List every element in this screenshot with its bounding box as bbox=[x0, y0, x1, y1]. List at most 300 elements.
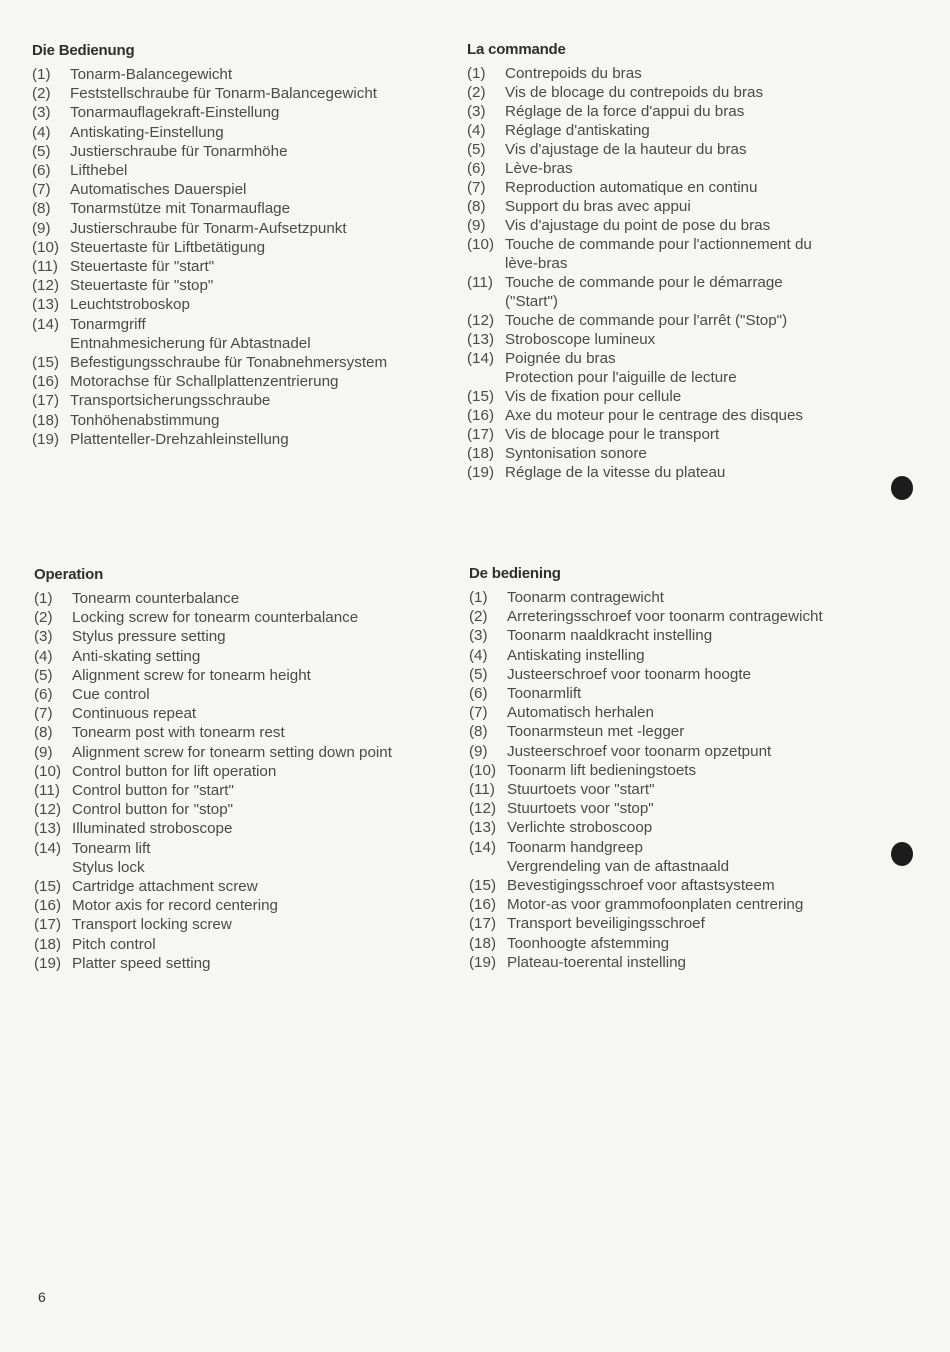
item-text bbox=[505, 273, 783, 311]
list-item bbox=[469, 722, 909, 741]
item-text bbox=[70, 430, 289, 449]
item-number: (3) bbox=[32, 104, 51, 122]
item-label: Justeerschroef voor toonarm hoogte bbox=[507, 665, 751, 683]
item-text bbox=[505, 197, 691, 216]
item-text bbox=[70, 315, 311, 353]
list-item bbox=[469, 780, 909, 799]
item-text bbox=[70, 103, 279, 122]
list-item bbox=[34, 608, 474, 627]
list-item bbox=[34, 915, 474, 934]
list-item bbox=[467, 197, 907, 216]
list-item bbox=[469, 953, 909, 972]
list-item bbox=[32, 219, 472, 238]
item-label: Support du bras avec appui bbox=[505, 198, 691, 215]
item-label: Vis de fixation pour cellule bbox=[505, 388, 682, 405]
binder-hole-decoration bbox=[891, 842, 913, 866]
item-text bbox=[507, 914, 705, 933]
list-item bbox=[467, 311, 907, 330]
list-item bbox=[32, 180, 472, 199]
list-item bbox=[32, 276, 472, 295]
section-heading: La commande bbox=[467, 41, 566, 58]
list-item bbox=[32, 161, 472, 180]
item-text bbox=[507, 780, 655, 799]
item-text bbox=[505, 387, 681, 406]
list-item bbox=[32, 315, 472, 353]
list-item bbox=[32, 238, 472, 257]
item-number: (15) bbox=[34, 878, 62, 896]
item-label-continued: Vergrendeling van de aftastnaald bbox=[507, 857, 730, 875]
item-label: Illuminated stroboscope bbox=[72, 820, 233, 838]
list-item bbox=[32, 142, 472, 161]
parts-list bbox=[467, 64, 907, 482]
item-number: (7) bbox=[469, 704, 488, 722]
item-number: (17) bbox=[34, 916, 62, 934]
item-label: Tonearm lift bbox=[72, 839, 151, 857]
item-text bbox=[72, 647, 200, 666]
list-item bbox=[34, 877, 474, 896]
list-item bbox=[469, 607, 909, 626]
item-label: Tonearm counterbalance bbox=[72, 590, 240, 607]
item-number: (19) bbox=[34, 954, 62, 972]
item-label: Touche de commande pour l'arrêt ("Stop") bbox=[505, 312, 788, 329]
item-label: Motorachse für Schallplattenzentrierung bbox=[70, 373, 339, 391]
item-label: Toonarm lift bedieningstoets bbox=[507, 761, 697, 779]
item-number: (8) bbox=[467, 198, 486, 215]
item-label: Alignment screw for tonearm height bbox=[72, 666, 311, 684]
item-text bbox=[507, 588, 664, 607]
page-number: 6 bbox=[38, 1289, 46, 1305]
item-label: Syntonisation sonore bbox=[505, 445, 647, 462]
list-item bbox=[467, 463, 907, 482]
item-label: Touche de commande pour le démarrage bbox=[505, 274, 783, 291]
item-number: (11) bbox=[34, 782, 60, 800]
list-item bbox=[34, 781, 474, 800]
list-item bbox=[34, 743, 474, 762]
item-label: Stuurtoets voor "stop" bbox=[507, 800, 654, 818]
list-item bbox=[32, 123, 472, 142]
item-number: (12) bbox=[32, 277, 60, 295]
item-number: (16) bbox=[34, 897, 62, 915]
item-text bbox=[70, 238, 265, 257]
item-label-continued: Entnahmesicherung für Abtastnadel bbox=[70, 334, 311, 352]
item-text bbox=[507, 684, 581, 703]
item-number: (13) bbox=[34, 820, 62, 838]
item-number: (4) bbox=[469, 646, 488, 664]
item-label: Control button for "start" bbox=[72, 782, 234, 800]
list-item bbox=[467, 273, 907, 311]
list-item bbox=[34, 839, 474, 877]
item-label: Transport beveiligingsschroef bbox=[507, 915, 705, 933]
item-label: Leuchtstroboskop bbox=[70, 296, 190, 314]
list-item bbox=[469, 684, 909, 703]
item-number: (4) bbox=[32, 123, 51, 141]
item-number: (14) bbox=[32, 315, 60, 333]
item-label: Plattenteller-Drehzahleinstellung bbox=[70, 430, 289, 448]
item-number: (1) bbox=[32, 66, 51, 83]
item-label: Toonarmsteun met -legger bbox=[507, 723, 685, 741]
item-text bbox=[72, 954, 210, 973]
list-item bbox=[32, 84, 472, 103]
item-label: Vis de blocage pour le transport bbox=[505, 426, 720, 443]
item-number: (11) bbox=[467, 274, 493, 291]
item-number: (5) bbox=[34, 666, 53, 684]
item-text bbox=[70, 411, 219, 430]
list-item bbox=[34, 800, 474, 819]
item-number: (14) bbox=[467, 350, 495, 367]
item-text bbox=[72, 800, 233, 819]
list-item bbox=[34, 666, 474, 685]
item-label: Tonarmgriff bbox=[70, 315, 146, 333]
item-number: (19) bbox=[32, 430, 60, 448]
item-text bbox=[72, 627, 226, 646]
item-number: (8) bbox=[32, 200, 51, 218]
item-label: Vis d'ajustage de la hauteur du bras bbox=[505, 141, 747, 158]
item-number: (17) bbox=[32, 392, 60, 410]
item-label: Alignment screw for tonearm setting down point bbox=[72, 743, 392, 761]
binder-hole-decoration bbox=[891, 476, 913, 500]
item-number: (9) bbox=[469, 742, 488, 760]
item-label: Tonearm post with tonearm rest bbox=[72, 724, 285, 742]
item-text bbox=[70, 180, 246, 199]
item-label: Tonhöhenabstimmung bbox=[70, 411, 220, 429]
item-number: (1) bbox=[469, 589, 488, 606]
item-text bbox=[70, 161, 127, 180]
item-number: (9) bbox=[467, 217, 486, 234]
list-item bbox=[469, 665, 909, 684]
item-number: (17) bbox=[467, 426, 495, 443]
item-text bbox=[505, 140, 747, 159]
list-item bbox=[467, 159, 907, 178]
item-number: (10) bbox=[32, 238, 60, 256]
item-text bbox=[70, 276, 213, 295]
item-text bbox=[72, 781, 234, 800]
list-item bbox=[32, 65, 472, 84]
item-label: Vis d'ajustage du point de pose du bras bbox=[505, 217, 771, 234]
item-label: Control button for lift operation bbox=[72, 762, 277, 780]
list-item bbox=[469, 799, 909, 818]
item-text bbox=[70, 372, 338, 391]
item-label: Platter speed setting bbox=[72, 954, 211, 972]
item-text bbox=[505, 159, 573, 178]
item-number: (8) bbox=[34, 724, 53, 742]
list-item bbox=[32, 103, 472, 122]
item-number: (18) bbox=[467, 445, 495, 462]
item-text bbox=[505, 102, 744, 121]
item-number: (15) bbox=[467, 388, 495, 405]
item-text bbox=[70, 142, 288, 161]
item-number: (12) bbox=[467, 312, 495, 329]
item-label: Réglage d'antiskating bbox=[505, 122, 650, 139]
item-label: Axe du moteur pour le centrage des disques bbox=[505, 407, 804, 424]
item-number: (11) bbox=[32, 258, 58, 276]
parts-list bbox=[34, 589, 474, 973]
item-text bbox=[72, 896, 278, 915]
item-number: (11) bbox=[469, 781, 495, 799]
item-text bbox=[505, 444, 647, 463]
item-label: Motor axis for record centering bbox=[72, 897, 278, 915]
item-number: (5) bbox=[32, 142, 51, 160]
item-text bbox=[505, 178, 757, 197]
item-text bbox=[72, 839, 151, 877]
item-label: Antiskating instelling bbox=[507, 646, 645, 664]
item-number: (16) bbox=[32, 373, 60, 391]
section-heading: Operation bbox=[34, 566, 104, 583]
list-item bbox=[34, 704, 474, 723]
item-text bbox=[72, 704, 196, 723]
list-item bbox=[467, 330, 907, 349]
section-german bbox=[32, 42, 472, 449]
item-label: Pitch control bbox=[72, 935, 156, 953]
item-text bbox=[70, 65, 232, 84]
item-text bbox=[70, 199, 290, 218]
item-label: Cartridge attachment screw bbox=[72, 878, 258, 896]
list-item bbox=[34, 819, 474, 838]
item-text bbox=[507, 895, 803, 914]
list-item bbox=[467, 64, 907, 83]
item-label: Steuertaste für Liftbetätigung bbox=[70, 238, 266, 256]
list-item bbox=[469, 588, 909, 607]
item-number: (10) bbox=[467, 236, 495, 253]
section-french bbox=[467, 41, 907, 482]
list-item bbox=[34, 723, 474, 742]
item-label: Justeerschroef voor toonarm opzetpunt bbox=[507, 742, 772, 760]
list-item bbox=[469, 876, 909, 895]
list-item bbox=[467, 121, 907, 140]
item-text bbox=[507, 722, 684, 741]
item-label: Lifthebel bbox=[70, 162, 128, 180]
list-item bbox=[34, 647, 474, 666]
item-label: Reproduction automatique en continu bbox=[505, 179, 758, 196]
list-item bbox=[467, 140, 907, 159]
item-label: Toonarm naaldkracht instelling bbox=[507, 627, 713, 645]
item-number: (7) bbox=[32, 181, 51, 199]
item-number: (3) bbox=[34, 628, 53, 646]
item-number: (18) bbox=[469, 934, 497, 952]
list-item bbox=[34, 935, 474, 954]
item-label: Befestigungsschraube für Tonabnehmersystem bbox=[70, 354, 388, 372]
list-item bbox=[32, 257, 472, 276]
item-label: Steuertaste für "start" bbox=[70, 258, 215, 276]
item-text bbox=[507, 761, 696, 780]
list-item bbox=[32, 391, 472, 410]
item-number: (14) bbox=[469, 838, 497, 856]
item-label: Poignée du bras bbox=[505, 350, 616, 367]
item-label: Toonarm handgreep bbox=[507, 838, 643, 856]
list-item bbox=[467, 102, 907, 121]
item-label: Touche de commande pour l'actionnement du bbox=[505, 236, 812, 253]
item-label: Tonarmstütze mit Tonarmauflage bbox=[70, 200, 291, 218]
item-number: (9) bbox=[34, 743, 53, 761]
item-label: Transportsicherungsschraube bbox=[70, 392, 271, 410]
list-item bbox=[34, 896, 474, 915]
item-number: (5) bbox=[469, 665, 488, 683]
item-text bbox=[507, 742, 771, 761]
item-number: (13) bbox=[467, 331, 495, 348]
item-number: (18) bbox=[34, 935, 62, 953]
item-label: Bevestigingsschroef voor aftastsysteem bbox=[507, 877, 775, 895]
item-label: Toonhoogte afstemming bbox=[507, 934, 670, 952]
item-text bbox=[72, 685, 150, 704]
list-item bbox=[467, 444, 907, 463]
item-text bbox=[72, 589, 239, 608]
item-number: (6) bbox=[32, 162, 51, 180]
item-text bbox=[505, 330, 655, 349]
section-heading: Die Bedienung bbox=[32, 42, 135, 59]
item-label: Tonarm-Balancegewicht bbox=[70, 66, 233, 83]
item-text bbox=[505, 349, 737, 387]
item-number: (18) bbox=[32, 411, 60, 429]
list-item bbox=[469, 914, 909, 933]
item-label: Stroboscope lumineux bbox=[505, 331, 656, 348]
list-item bbox=[32, 372, 472, 391]
item-text bbox=[72, 762, 276, 781]
item-label: Automatisch herhalen bbox=[507, 704, 654, 722]
item-label: Arreteringsschroef voor toonarm contragewicht bbox=[507, 608, 823, 626]
item-number: (12) bbox=[469, 800, 497, 818]
item-label-continued: Protection pour l'aiguille de lecture bbox=[505, 369, 737, 386]
list-item bbox=[34, 627, 474, 646]
list-item bbox=[32, 411, 472, 430]
item-number: (6) bbox=[34, 686, 53, 704]
item-text bbox=[72, 915, 232, 934]
item-label: Verlichte stroboscoop bbox=[507, 819, 653, 837]
list-item bbox=[467, 349, 907, 387]
item-text bbox=[72, 608, 358, 627]
item-text bbox=[505, 83, 763, 102]
item-number: (7) bbox=[467, 179, 486, 196]
item-number: (13) bbox=[32, 296, 60, 314]
list-item bbox=[467, 83, 907, 102]
list-item bbox=[32, 199, 472, 218]
item-text bbox=[70, 84, 377, 103]
item-number: (15) bbox=[32, 354, 60, 372]
item-text bbox=[507, 799, 654, 818]
item-number: (2) bbox=[34, 609, 53, 627]
item-text bbox=[505, 311, 787, 330]
item-number: (2) bbox=[467, 84, 486, 101]
item-label: Antiskating-Einstellung bbox=[70, 123, 224, 141]
item-number: (4) bbox=[467, 122, 486, 139]
section-english bbox=[34, 566, 474, 973]
item-label: Stylus pressure setting bbox=[72, 628, 226, 646]
item-text bbox=[507, 818, 652, 837]
list-item bbox=[469, 646, 909, 665]
item-label: Lève-bras bbox=[505, 160, 573, 177]
item-text bbox=[70, 123, 224, 142]
list-item bbox=[469, 742, 909, 761]
item-number: (13) bbox=[469, 819, 497, 837]
item-text bbox=[507, 607, 823, 626]
item-label: Justierschraube für Tonarm-Aufsetzpunkt bbox=[70, 219, 347, 237]
item-text bbox=[507, 934, 669, 953]
item-number: (16) bbox=[469, 896, 497, 914]
item-text bbox=[505, 121, 650, 140]
item-number: (2) bbox=[32, 85, 51, 103]
item-text bbox=[505, 425, 719, 444]
item-number: (2) bbox=[469, 608, 488, 626]
item-number: (19) bbox=[467, 464, 495, 481]
list-item bbox=[467, 406, 907, 425]
item-text bbox=[72, 723, 285, 742]
item-number: (7) bbox=[34, 705, 53, 723]
item-number: (3) bbox=[469, 627, 488, 645]
item-text bbox=[507, 838, 729, 876]
item-label: Toonarmlift bbox=[507, 685, 582, 703]
item-label: Control button for "stop" bbox=[72, 801, 234, 819]
item-label-continued: ("Start") bbox=[505, 293, 558, 310]
item-number: (10) bbox=[34, 762, 62, 780]
item-text bbox=[507, 876, 775, 895]
item-label: Cue control bbox=[72, 686, 150, 704]
item-number: (6) bbox=[469, 685, 488, 703]
list-item bbox=[469, 838, 909, 876]
item-text bbox=[70, 295, 190, 314]
item-number: (8) bbox=[469, 723, 488, 741]
list-item bbox=[467, 425, 907, 444]
list-item bbox=[32, 353, 472, 372]
list-item bbox=[34, 762, 474, 781]
item-number: (10) bbox=[469, 761, 497, 779]
item-text bbox=[507, 703, 654, 722]
item-text bbox=[507, 626, 712, 645]
list-item bbox=[469, 934, 909, 953]
item-text bbox=[72, 819, 232, 838]
item-label: Contrepoids du bras bbox=[505, 65, 642, 82]
item-label: Stuurtoets voor "start" bbox=[507, 781, 655, 799]
item-text bbox=[505, 463, 725, 482]
list-item bbox=[32, 295, 472, 314]
item-label-continued: lève-bras bbox=[505, 255, 568, 272]
item-label: Justierschraube für Tonarmhöhe bbox=[70, 142, 288, 160]
item-number: (15) bbox=[469, 877, 497, 895]
item-text bbox=[505, 406, 803, 425]
item-text bbox=[507, 665, 751, 684]
parts-list bbox=[469, 588, 909, 972]
item-label: Plateau-toerental instelling bbox=[507, 953, 686, 971]
item-number: (19) bbox=[469, 953, 497, 971]
item-label: Motor-as voor grammofoonplaten centrering bbox=[507, 896, 804, 914]
list-item bbox=[469, 626, 909, 645]
item-label: Feststellschraube für Tonarm-Balancegewicht bbox=[70, 85, 377, 103]
item-number: (6) bbox=[467, 160, 486, 177]
item-label: Steuertaste für "stop" bbox=[70, 277, 214, 295]
list-item bbox=[467, 387, 907, 406]
item-label: Toonarm contragewicht bbox=[507, 589, 665, 606]
item-number: (9) bbox=[32, 219, 51, 237]
list-item bbox=[34, 954, 474, 973]
item-text bbox=[70, 353, 387, 372]
item-label: Vis de blocage du contrepoids du bras bbox=[505, 84, 764, 101]
item-label: Transport locking screw bbox=[72, 916, 232, 934]
item-text bbox=[507, 953, 686, 972]
list-item bbox=[469, 818, 909, 837]
item-label: Tonarmauflagekraft-Einstellung bbox=[70, 104, 280, 122]
parts-list bbox=[32, 65, 472, 449]
item-number: (17) bbox=[469, 915, 497, 933]
list-item bbox=[34, 685, 474, 704]
item-label: Réglage de la force d'appui du bras bbox=[505, 103, 745, 120]
item-number: (12) bbox=[34, 801, 62, 819]
item-text bbox=[70, 391, 270, 410]
item-label: Locking screw for tonearm counterbalance bbox=[72, 609, 359, 627]
list-item bbox=[469, 895, 909, 914]
section-dutch bbox=[469, 565, 909, 972]
item-number: (14) bbox=[34, 839, 62, 857]
item-label: Automatisches Dauerspiel bbox=[70, 181, 247, 199]
list-item bbox=[34, 589, 474, 608]
section-heading: De bediening bbox=[469, 565, 561, 582]
item-text bbox=[72, 666, 311, 685]
